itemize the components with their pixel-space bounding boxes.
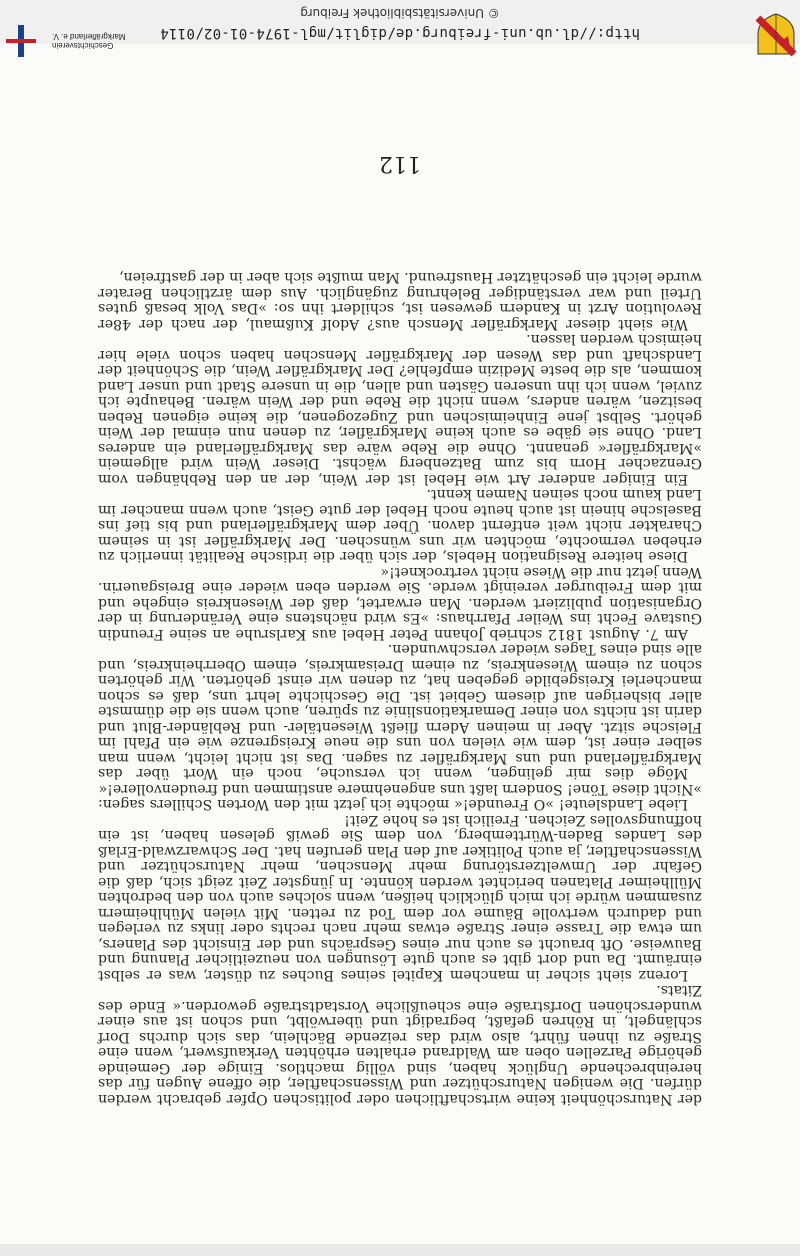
paragraph: Möge dies mir gelingen, wenn ich versuche, noch ein Wort über das Markgräflerland und uns Markgräfler zu sagen. Das ist nicht leicht, wenn man selber einer ist, dem wie vielen von uns die neue Kreisgrenze wie ein Pfahl im Fleische sitzt. Aber in meinen Adern fließt Wiesentäler- und Rebländer-Blut und darin ist nichts von einer Demarkationslinie zu spüren, auch wenn sie die dümmste aller bisherigen auf diesem Gebiet ist. Die Geschichte lehrt uns, daß es schon mancherlei Kreisgebilde gegeben hat, zu denen wir einst gehörten. Wir gehörten schon zu einem Wiesenkreis, zu einem Dreisamkreis, einem Oberrheinkreis, und alle sind eines Tages wieder verschwunden. <box>98 641 702 782</box>
source-url[interactable]: http://dl.ub.uni-freiburg.de/diglit/mgl-1974-01-02/0114 <box>159 25 641 41</box>
paragraph: Wie sieht dieser Markgräfler Mensch aus? Adolf Kußmaul, der nach der 48er Revolution Arzt in Kandern gewesen ist, schildert ihn so: »Das Volk besaß gutes Urteil und war verständiger Belehrung zugänglich. Aus dem ärztlichen Berater wurde leicht ein geschätzter Hausfreund. Man mußte sich aber in der gastfreien, <box>98 269 702 332</box>
paragraph: Ein Einiger anderer Art wie Hebel ist der Wein, der an den Rebhängen vom Grenzacher Horn bis zum Batzenberg wächst. Dieser Wein wird allgemein »Markgräfler« genannt. Ohne die Rebe wäre das Markgräflerland ein anderes Land. Ohne sie gäbe es auch keine Markgräfler, zu denen nun einmal der Wein gehört. Selbst jene Einheimischen und Zugezogenen, die keine eigenen Reben besitzen, wären anders, wenn nicht die Rebe und der Wein wären. Behaupte ich zuviel, wenn ich ihn unseren Gästen und allen, die in unsere Stadt und unser Land kommen, als die beste Medizin empfehle? Der Markgräfler Wein, die Schönheit der Landschaft und das Wesen der Markgräfler Menschen haben schon viele hier heimisch werden lassen. <box>98 331 702 487</box>
paragraph: Am 7. August 1812 schrieb Johann Peter Hebel aus Karlsruhe an seine Freundin Gustave Fecht ins Weiler Pfarrhaus: »Es wird nächstens eine Veränderung in der Organisation publiziert werden. Man erwartet, daß der Wiesenkreis eingehe und mit dem Freiburger vereinigt werde. Sie werden eben wieder eine Breisgauerin. Wenn jetzt nur die Wiese nicht vertrocknet!« <box>98 564 702 642</box>
paragraph: der Naturschönheit keine wirtschaftlichen oder politischen Opfer gebracht werden dürfen. Die wenigen Naturschützer und Wissenschaftler, die offene Augen für das hereinbrechende Unglück haben, sind völlig machtlos. Einige der Gemeinde gehörige Parzellen oben am Waldrand erhalten erhöhten Verkaufswert, wenn eine Straße zu ihnen führt, also wird das reizende Bächlein, das sich durchs Dorf schlängelt, in Röhren gefaßt, begradigt und überwölbt, und schon ist aus einer wunderschönen Dorfstraße eine scheußliche Vorstadtstraße geworden.« Ende des Zitats. <box>98 982 702 1107</box>
page-number: 112 <box>379 151 421 176</box>
document-body <box>98 269 702 1106</box>
organization-name: Geschichtsverein Markgräflerland e. V. <box>52 32 126 50</box>
bottom-edge <box>0 1244 800 1256</box>
coat-of-arms-icon <box>752 12 800 60</box>
paragraph: Diese heitere Resignation Hebels, der sich über die irdische Realität innerlich zu erheben vermochte, möchten wir uns wünschen. Der Markgräfler ist in seinem Charakter nicht weit entfernt davon. Über dem Markgräflerland und bis tief ins Baselsche hinein ist auch heute noch Hebel der gute Geist, auch wenn mancher im Land kaum noch seinen Namen kennt. <box>98 486 702 565</box>
paragraph: Liebe Landsleute! »O Freunde!« möchte ich jetzt mit den Worten Schillers sagen: »Nicht diese Töne! Sondern laßt uns angenehmere anstimmen und freudenvollere!« <box>98 781 702 813</box>
copyright-text: © Universitätsbibliothek Freiburg <box>300 6 500 20</box>
paragraph: Lorenz sieht sicher in manchem Kapitel seines Buches zu düster, was er selbst einräumt. Da und dort gibt es auch gute Lösungen von neuzeitlicher Planung und Bauweise. Oft braucht es auch nur eines Gesprächs und der Einsicht des Planers, um etwa die Trasse einer Straße etwas mehr nach rechts oder links zu verlegen und dadurch wertvolle Bäume vor dem Tod zu retten. Mit vielen Mühlheimern zusammen würde ich mich glücklich heißen, wenn solches auch von den bedrohten Müllheimer Platanen berichtet werden könnte. In jüngster Zeit zeigt sich, daß die Gefahr der Umweltzerstörung mehr Menschen, mehr Naturschützer und Wissenschaftler, ja auch Politiker auf den Plan gerufen hat. Der Schwarzwald-Erlaß des Landes Baden-Württemberg, von dem Sie gewiß gelesen haben, ist ein hoffnungsvolles Zeichen. Freilich ist es hohe Zeit! <box>98 812 702 983</box>
cross-mark-icon <box>0 21 40 61</box>
